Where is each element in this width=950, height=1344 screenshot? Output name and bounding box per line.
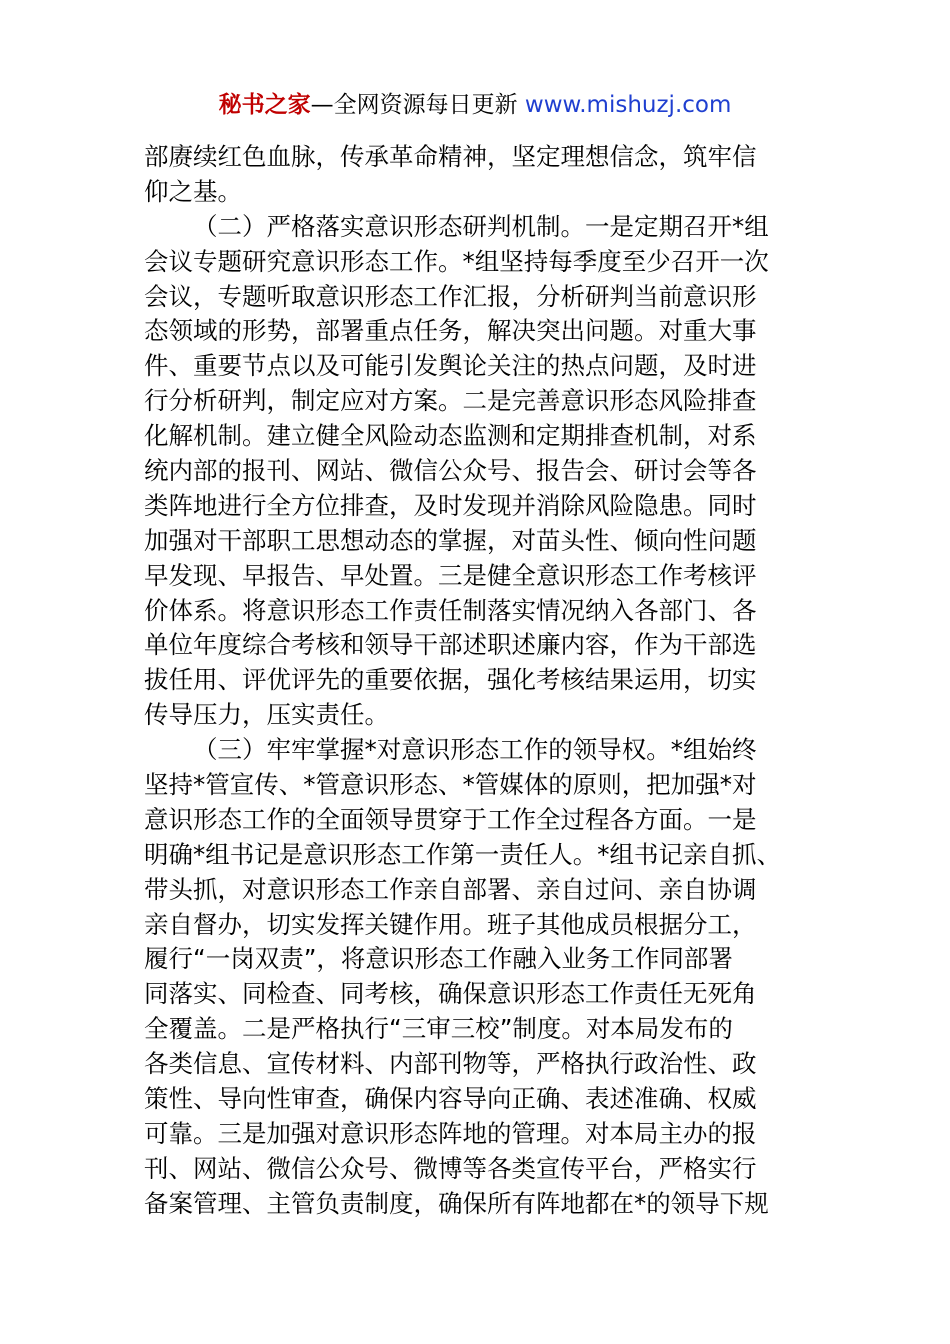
section-heading-line: （三）牢牢掌握*对意识形态工作的领导权。*组始终 [193, 735, 757, 765]
text-line: 行分析研判，制定应对方案。二是完善意识形态风险排查 [144, 386, 757, 416]
text-line: 化解机制。建立健全风险动态监测和定期排查机制，对系 [144, 421, 757, 451]
site-url-link[interactable]: www.mishuzj.com [524, 92, 732, 118]
text-line: 会议，专题听取意识形态工作汇报，分析研判当前意识形 [144, 281, 757, 311]
document-body [144, 140, 808, 1222]
text-line: 统内部的报刊、网站、微信公众号、报告会、研讨会等各 [144, 456, 757, 486]
text-line: 态领域的形势，部署重点任务，解决突出问题。对重大事 [144, 316, 757, 346]
text-line: 意识形态工作的全面领导贯穿于工作全过程各方面。一是 [144, 804, 757, 834]
text-line: 各类信息、宣传材料、内部刊物等，严格执行政治性、政 [144, 1049, 757, 1079]
text-line: 价体系。将意识形态工作责任制落实情况纳入各部门、各 [144, 595, 757, 625]
text-line: 备案管理、主管负责制度，确保所有阵地都在*的领导下规 [144, 1188, 769, 1218]
text-line: 明确*组书记是意识形态工作第一责任人。*组书记亲自抓、 [144, 839, 781, 869]
text-line: 类阵地进行全方位排查，及时发现并消除风险隐患。同时 [144, 490, 757, 520]
text-line: 加强对干部职工思想动态的掌握，对苗头性、倾向性问题 [144, 525, 757, 555]
site-brand: 秘书之家 [218, 92, 311, 118]
text-line: 单位年度综合考核和领导干部述职述廉内容，作为干部选 [144, 630, 757, 660]
text-line: 带头抓，对意识形态工作亲自部署、亲自过问、亲自协调 [144, 874, 757, 904]
text-line: 拔任用、评优评先的重要依据，强化考核结果运用，切实 [144, 665, 757, 695]
text-line: 件、重要节点以及可能引发舆论关注的热点问题，及时进 [144, 351, 757, 381]
text-line: 履行“一岗双责”，将意识形态工作融入业务工作同部署 [144, 944, 733, 974]
text-line: 同落实、同检查、同考核，确保意识形态工作责任无死角 [144, 979, 757, 1009]
text-line: 坚持*管宣传、*管意识形态、*管媒体的原则，把加强*对 [144, 770, 757, 800]
text-line: 仰之基。 [144, 176, 242, 206]
site-header [0, 90, 950, 120]
text-line: 部赓续红色血脉，传承革命精神，坚定理想信念，筑牢信 [144, 142, 757, 171]
section-heading-line: （二）严格落实意识形态研判机制。一是定期召开*组 [193, 211, 769, 241]
text-line: 全覆盖。二是严格执行“三审三校”制度。对本局发布的 [144, 1014, 733, 1044]
text-line: 亲自督办，切实发挥关键作用。班子其他成员根据分工， [144, 909, 757, 939]
text-line: 可靠。三是加强对意识形态阵地的管理。对本局主办的报 [144, 1118, 757, 1148]
site-tagline: —全网资源每日更新 [310, 92, 518, 118]
text-line: 传导压力，压实责任。 [144, 700, 389, 730]
text-line: 会议专题研究意识形态工作。*组坚持每季度至少召开一次 [144, 246, 769, 276]
text-line: 刊、网站、微信公众号、微博等各类宣传平台，严格实行 [144, 1153, 757, 1183]
text-line: 早发现、早报告、早处置。三是健全意识形态工作考核评 [144, 560, 757, 590]
text-line: 策性、导向性审查，确保内容导向正确、表述准确、权威 [144, 1084, 757, 1114]
